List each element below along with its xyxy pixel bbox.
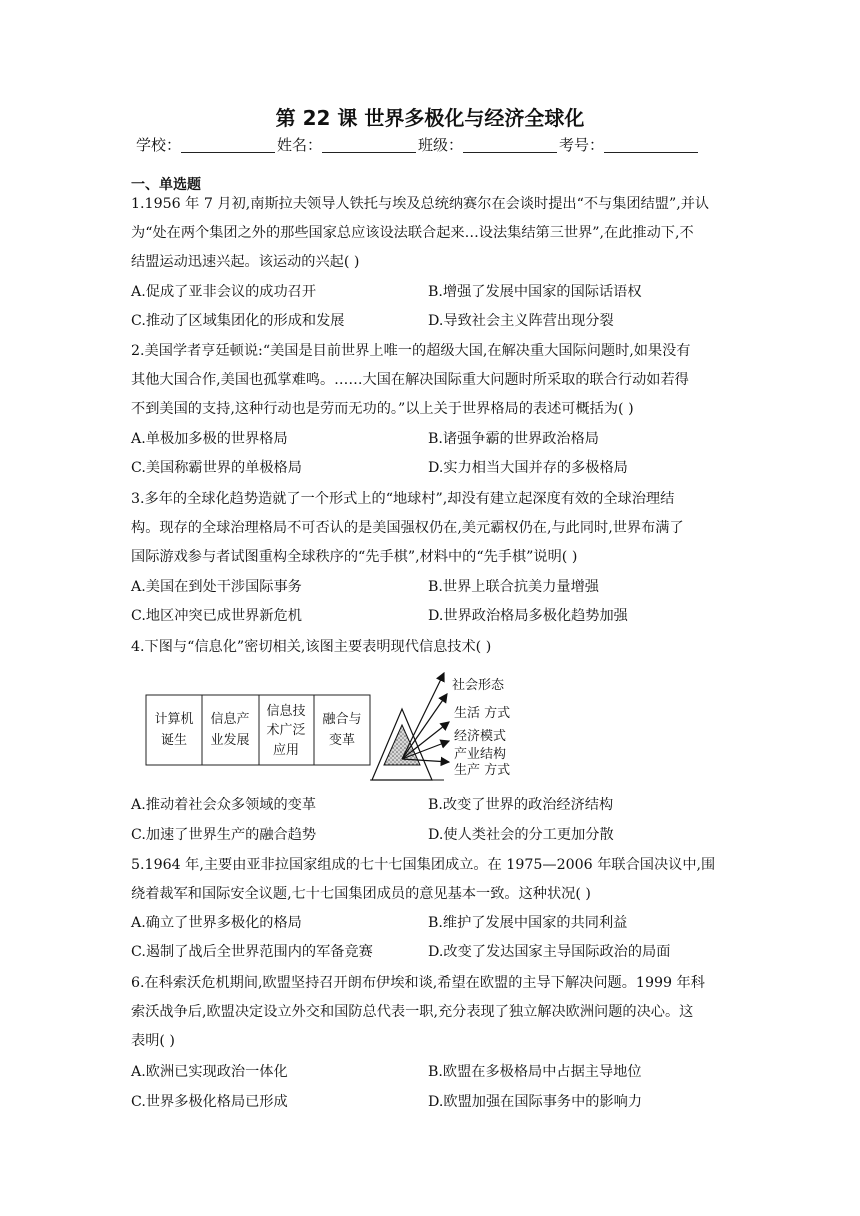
diagram-box-text: 应用: [272, 743, 300, 758]
question-text-line: 构。现存的全球治理格局不可否认的是美国强权仍在,美元霸权仍在,与此同时,世界布满了: [131, 520, 684, 536]
ray-label: 社会形态: [452, 678, 505, 693]
option-b[interactable]: B.世界上联合抗美力量增强: [428, 579, 599, 595]
school-blank[interactable]: [181, 136, 275, 153]
diagram-box-text: 变革: [328, 733, 356, 748]
question-text-line: 不到美国的支持,这种行动也是劳而无功的。”以上关于世界格局的表述可概括为( ): [131, 401, 634, 417]
question-3: [131, 485, 731, 572]
question-text-line: 1.1956 年 7 月初,南斯拉夫领导人铁托与埃及总统纳赛尔在会谈时提出“不与集团结盟”,并认: [131, 196, 710, 212]
question-5: [131, 851, 731, 909]
option-b[interactable]: B.欧盟在多极格局中占据主导地位: [428, 1064, 642, 1080]
information-technology-diagram: [144, 667, 524, 787]
class-blank[interactable]: [463, 136, 557, 153]
question-2: [131, 337, 731, 424]
question-text-line: 为“处在两个集团之外的那些国家总应该设法联合起来…设法集结第三世界”,在此推动下,不: [131, 225, 694, 241]
option-c[interactable]: C.地区冲突已成世界新危机: [131, 608, 302, 624]
name-label: 姓名：: [277, 136, 323, 154]
option-c[interactable]: C.推动了区域集团化的形成和发展: [131, 313, 345, 329]
ray-label: 生产 方式: [454, 763, 511, 778]
option-a[interactable]: A.单极加多极的世界格局: [131, 431, 288, 447]
diagram-box-text: 信息产: [210, 712, 250, 727]
option-a[interactable]: A.推动着社会众多领域的变革: [131, 797, 317, 813]
question-text-line: 绕着裁军和国际安全议题,七十七国集团成员的意见基本一致。这种状况( ): [131, 886, 591, 902]
question-4: [131, 633, 731, 662]
option-b[interactable]: B.增强了发展中国家的国际话语权: [428, 284, 642, 300]
option-a[interactable]: A.美国在到处干涉国际事务: [131, 579, 302, 595]
diagram-box-4: [314, 695, 370, 765]
diagram-box-2: [202, 695, 259, 765]
ray-label: 产业结构: [454, 747, 507, 762]
diagram-box-1: [146, 695, 202, 765]
diagram-box-3: [259, 695, 314, 765]
ray-label: 经济模式: [454, 729, 507, 744]
question-text-line: 索沃战争后,欧盟决定设立外交和国防总代表一职,充分表现了独立解决欧洲问题的决心。这: [131, 1004, 694, 1020]
diagram-box-text: 业发展: [210, 733, 250, 748]
option-c[interactable]: C.美国称霸世界的单极格局: [131, 460, 302, 476]
ray-label: 生活 方式: [454, 706, 511, 721]
school-label: 学校：: [136, 136, 182, 154]
question-text-line: 3.多年的全球化趋势造就了一个形式上的“地球村”,却没有建立起深度有效的全球治理结: [131, 491, 675, 507]
ray-arrow: [402, 673, 444, 759]
option-c[interactable]: C.世界多极化格局已形成: [131, 1094, 288, 1110]
section-title: 一、单选题: [131, 177, 201, 193]
class-label: 班级：: [418, 136, 464, 154]
diagram-rays: [402, 673, 449, 762]
option-a[interactable]: A.促成了亚非会议的成功召开: [131, 284, 317, 300]
option-d[interactable]: D.改变了发达国家主导国际政治的局面: [428, 944, 671, 960]
name-blank[interactable]: [322, 136, 416, 153]
option-d[interactable]: D.导致社会主义阵营出现分裂: [428, 313, 614, 329]
question-text-line: 4.下图与“信息化”密切相关,该图主要表明现代信息技术( ): [131, 639, 492, 655]
option-a[interactable]: A.欧洲已实现政治一体化: [131, 1064, 288, 1080]
prism-icon: [370, 709, 444, 780]
question-text-line: 5.1964 年,主要由亚非拉国家组成的七十七国集团成立。在 1975—2006 年联合国决议中,围: [131, 857, 716, 873]
question-text-line: 2.美国学者亨廷顿说:“美国是目前世界上唯一的超级大国,在解决重大国际问题时,如果没有: [131, 343, 691, 359]
question-text-line: 6.在科索沃危机期间,欧盟坚持召开朗布伊埃和谈,希望在欧盟的主导下解决问题。1999 年科: [131, 975, 705, 991]
option-d[interactable]: D.使人类社会的分工更加分散: [428, 827, 614, 843]
question-text-line: 其他大国合作,美国也孤掌难鸣。……大国在解决国际重大问题时所采取的联合行动如若得: [131, 372, 689, 388]
question-6: [131, 969, 731, 1056]
diagram-box-text: 术广泛: [266, 723, 306, 738]
option-a[interactable]: A.确立了世界多极化的格局: [131, 915, 302, 931]
option-d[interactable]: D.实力相当大国并存的多极格局: [428, 460, 628, 476]
diagram-box-text: 计算机: [154, 712, 194, 727]
page-title: 第 22 课 世界多极化与经济全球化: [275, 106, 585, 130]
diagram-box-text: 信息技: [266, 704, 306, 719]
student-info-line: [136, 133, 736, 157]
question-text-line: 国际游戏参与者试图重构全球秩序的“先手棋”,材料中的“先手棋”说明( ): [131, 549, 578, 565]
exam-number-label: 考号：: [559, 136, 605, 154]
option-d[interactable]: D.欧盟加强在国际事务中的影响力: [428, 1094, 643, 1110]
option-c[interactable]: C.遏制了战后全世界范围内的军备竞赛: [131, 944, 373, 960]
question-text-line: 结盟运动迅速兴起。该运动的兴起( ): [131, 254, 360, 270]
diagram-box-text: 融合与: [322, 712, 362, 727]
option-b[interactable]: B.维护了发展中国家的共同利益: [428, 915, 628, 931]
option-d[interactable]: D.世界政治格局多极化趋势加强: [428, 608, 628, 624]
option-b[interactable]: B.改变了世界的政治经济结构: [428, 797, 614, 813]
option-c[interactable]: C.加速了世界生产的融合趋势: [131, 827, 317, 843]
question-1: [131, 190, 731, 277]
diagram-box-text: 诞生: [160, 733, 188, 748]
option-b[interactable]: B.诸强争霸的世界政治格局: [428, 431, 599, 447]
question-text-line: 表明( ): [131, 1033, 175, 1049]
exam-number-blank[interactable]: [604, 136, 698, 153]
